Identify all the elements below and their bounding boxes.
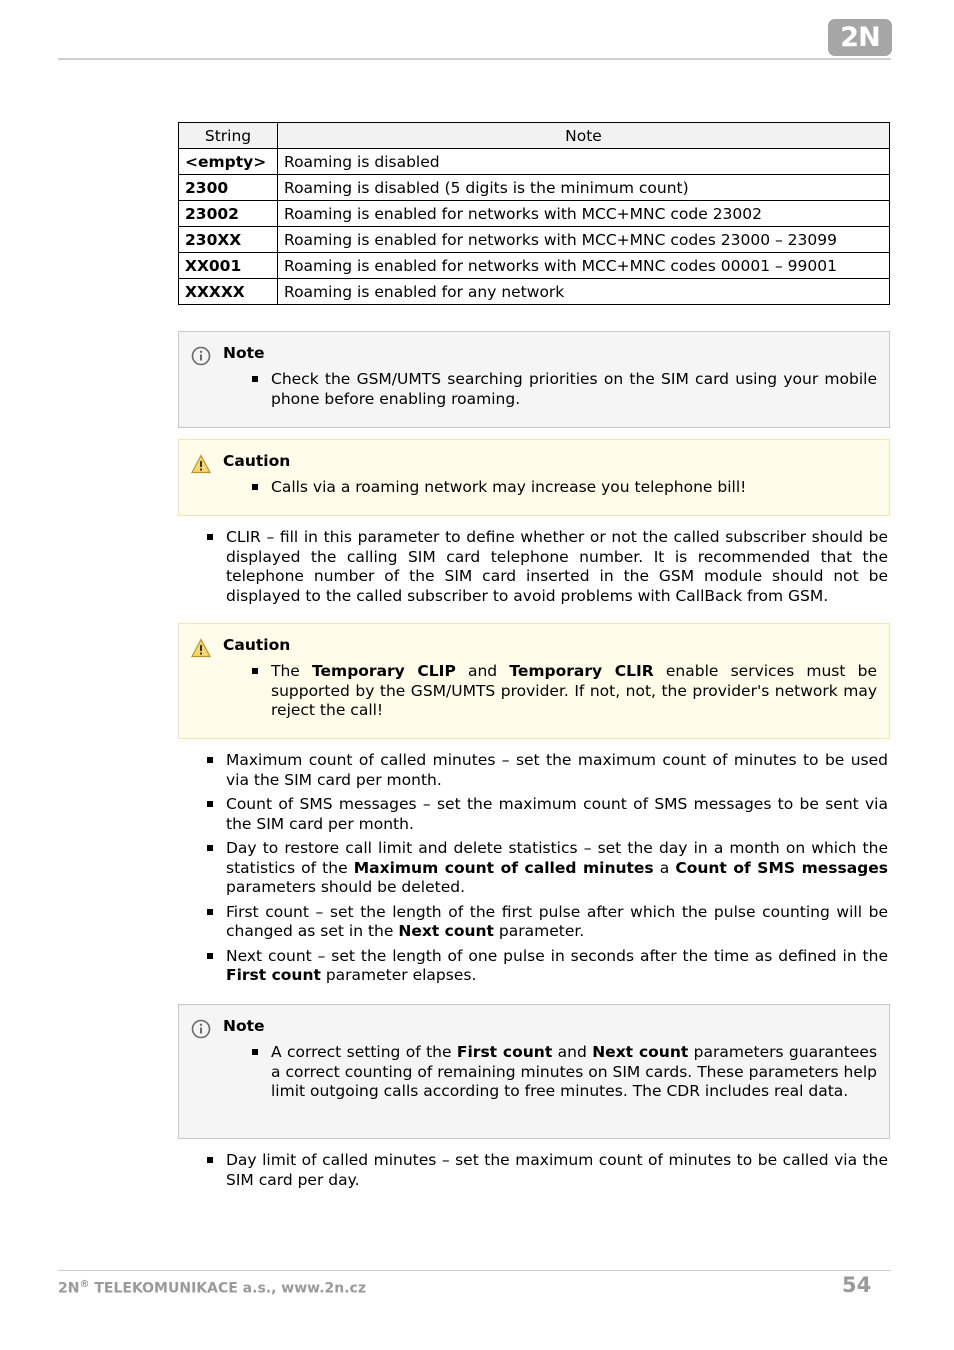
clir-text: CLIR – fill in this parameter to define whether or not the called subscriber should be displayed the calling SIM card telephone number. It is recommended that the telephone number of the SIM card inserted in the GSM module should not be displayed to the called subscriber to avoid problems with CallBack from GSM.: [226, 528, 888, 605]
list-item: [271, 662, 877, 721]
list-item: [226, 1151, 888, 1190]
table-cell-note: Roaming is enabled for any network: [278, 279, 890, 305]
caution-box-clip: [178, 623, 890, 739]
table-cell-string: 23002: [179, 201, 278, 227]
list-text: Day limit of called minutes – set the maximum count of minutes to be called via the SIM card per day.: [226, 1151, 888, 1189]
registered-mark: ®: [79, 1279, 90, 1290]
note-box-counts: [178, 1004, 890, 1139]
header-divider: [58, 58, 891, 60]
column-header-string: String: [179, 123, 278, 149]
list-item: [226, 528, 888, 606]
table-header-row: [179, 123, 890, 149]
list-item: [271, 1043, 877, 1102]
table-cell-string: <empty>: [179, 149, 278, 175]
list-text: Maximum count of called minutes – set the maximum count of minutes to be used via the SIM card per month.: [226, 751, 888, 789]
table-row: [179, 227, 890, 253]
table-cell-note: Roaming is enabled for networks with MCC+MNC codes 00001 – 99001: [278, 253, 890, 279]
footer-company: [58, 1279, 366, 1297]
table-row: [179, 279, 890, 305]
list-item: [226, 795, 888, 834]
text-run: and: [552, 1043, 593, 1061]
table-row: [179, 149, 890, 175]
bold-text: First count: [226, 966, 321, 984]
list-item: [226, 839, 888, 898]
text-run: a: [653, 858, 676, 877]
table-cell-note: Roaming is enabled for networks with MCC+MNC code 23002: [278, 201, 890, 227]
warning-icon: [191, 638, 211, 658]
text-run: parameter elapses.: [320, 966, 477, 984]
list-item: [226, 903, 888, 942]
bold-text: First count: [456, 1043, 553, 1061]
note-title: Note: [223, 344, 265, 362]
footer-brand: 2N: [58, 1280, 80, 1297]
table-cell-note: Roaming is disabled: [278, 149, 890, 175]
table-row: [179, 253, 890, 279]
text-run: parameters guarantees a correct counting of remaining minutes on SIM cards. These parameters help limit outgoing calls according to free minutes. The CDR includes real data.: [271, 1043, 878, 1100]
caution-text: Calls via a roaming network may increase you telephone bill!: [271, 478, 747, 496]
table-row: [179, 201, 890, 227]
table-cell-string: 2300: [179, 175, 278, 201]
brand-logo: 2N: [828, 19, 892, 56]
bold-text: Next count: [592, 1043, 689, 1061]
parameter-list: [226, 751, 888, 991]
caution-box-bill: [178, 439, 890, 516]
table-row: [179, 175, 890, 201]
footer-company-text: TELEKOMUNIKACE a.s., www.2n.cz: [89, 1280, 366, 1297]
caution-list: [271, 662, 877, 721]
note-list: [271, 1043, 877, 1102]
bold-text: Temporary CLIR: [509, 662, 654, 680]
note-box-roaming: [178, 331, 890, 428]
info-icon: [191, 346, 211, 366]
list-item: [271, 478, 877, 498]
warning-icon: [191, 454, 211, 474]
text-run: enable services must be supported by the GSM/UMTS provider. If not, not, the provider's network may reject the call!: [271, 662, 877, 719]
text-run: Day to restore call limit and delete statistics – set the day in a month on which the statistics of the: [226, 839, 888, 877]
text-run: A correct setting of the: [271, 1043, 457, 1061]
list-item: [271, 370, 877, 409]
text-run: First count – set the length of the first pulse after which the pulse counting will be changed as set in the: [226, 902, 888, 940]
text-run: parameters should be deleted.: [226, 878, 466, 896]
page-number: 54: [842, 1273, 872, 1297]
table-cell-string: XXXXX: [179, 279, 278, 305]
info-icon: [191, 1019, 211, 1039]
note-list: [271, 370, 877, 409]
text-run: and: [455, 662, 510, 680]
table-cell-note: Roaming is disabled (5 digits is the minimum count): [278, 175, 890, 201]
table-cell-note: Roaming is enabled for networks with MCC+MNC codes 23000 – 23099: [278, 227, 890, 253]
roaming-string-table: [178, 122, 890, 305]
caution-list: [271, 478, 877, 498]
footer-divider: [58, 1270, 891, 1271]
table-cell-string: 230XX: [179, 227, 278, 253]
bold-text: Count of SMS messages: [675, 858, 889, 877]
clir-list: [226, 528, 888, 611]
note-text: Check the GSM/UMTS searching priorities on the SIM card using your mobile phone before enabling roaming.: [271, 370, 877, 408]
text-run: The: [271, 662, 313, 680]
list-item: [226, 751, 888, 790]
column-header-note: Note: [278, 123, 890, 149]
bold-text: Temporary CLIP: [312, 662, 456, 680]
text-run: Next count – set the length of one pulse in seconds after the time as defined in the: [226, 946, 888, 965]
day-limit-list: [226, 1151, 888, 1195]
bold-text: Next count: [398, 922, 494, 940]
caution-title: Caution: [223, 636, 291, 654]
list-text: Count of SMS messages – set the maximum count of SMS messages to be sent via the SIM card per month.: [226, 795, 888, 833]
note-title: Note: [223, 1017, 265, 1035]
caution-title: Caution: [223, 452, 291, 470]
table-cell-string: XX001: [179, 253, 278, 279]
bold-text: Maximum count of called minutes: [353, 858, 654, 877]
text-run: parameter.: [493, 922, 585, 940]
list-item: [226, 947, 888, 986]
